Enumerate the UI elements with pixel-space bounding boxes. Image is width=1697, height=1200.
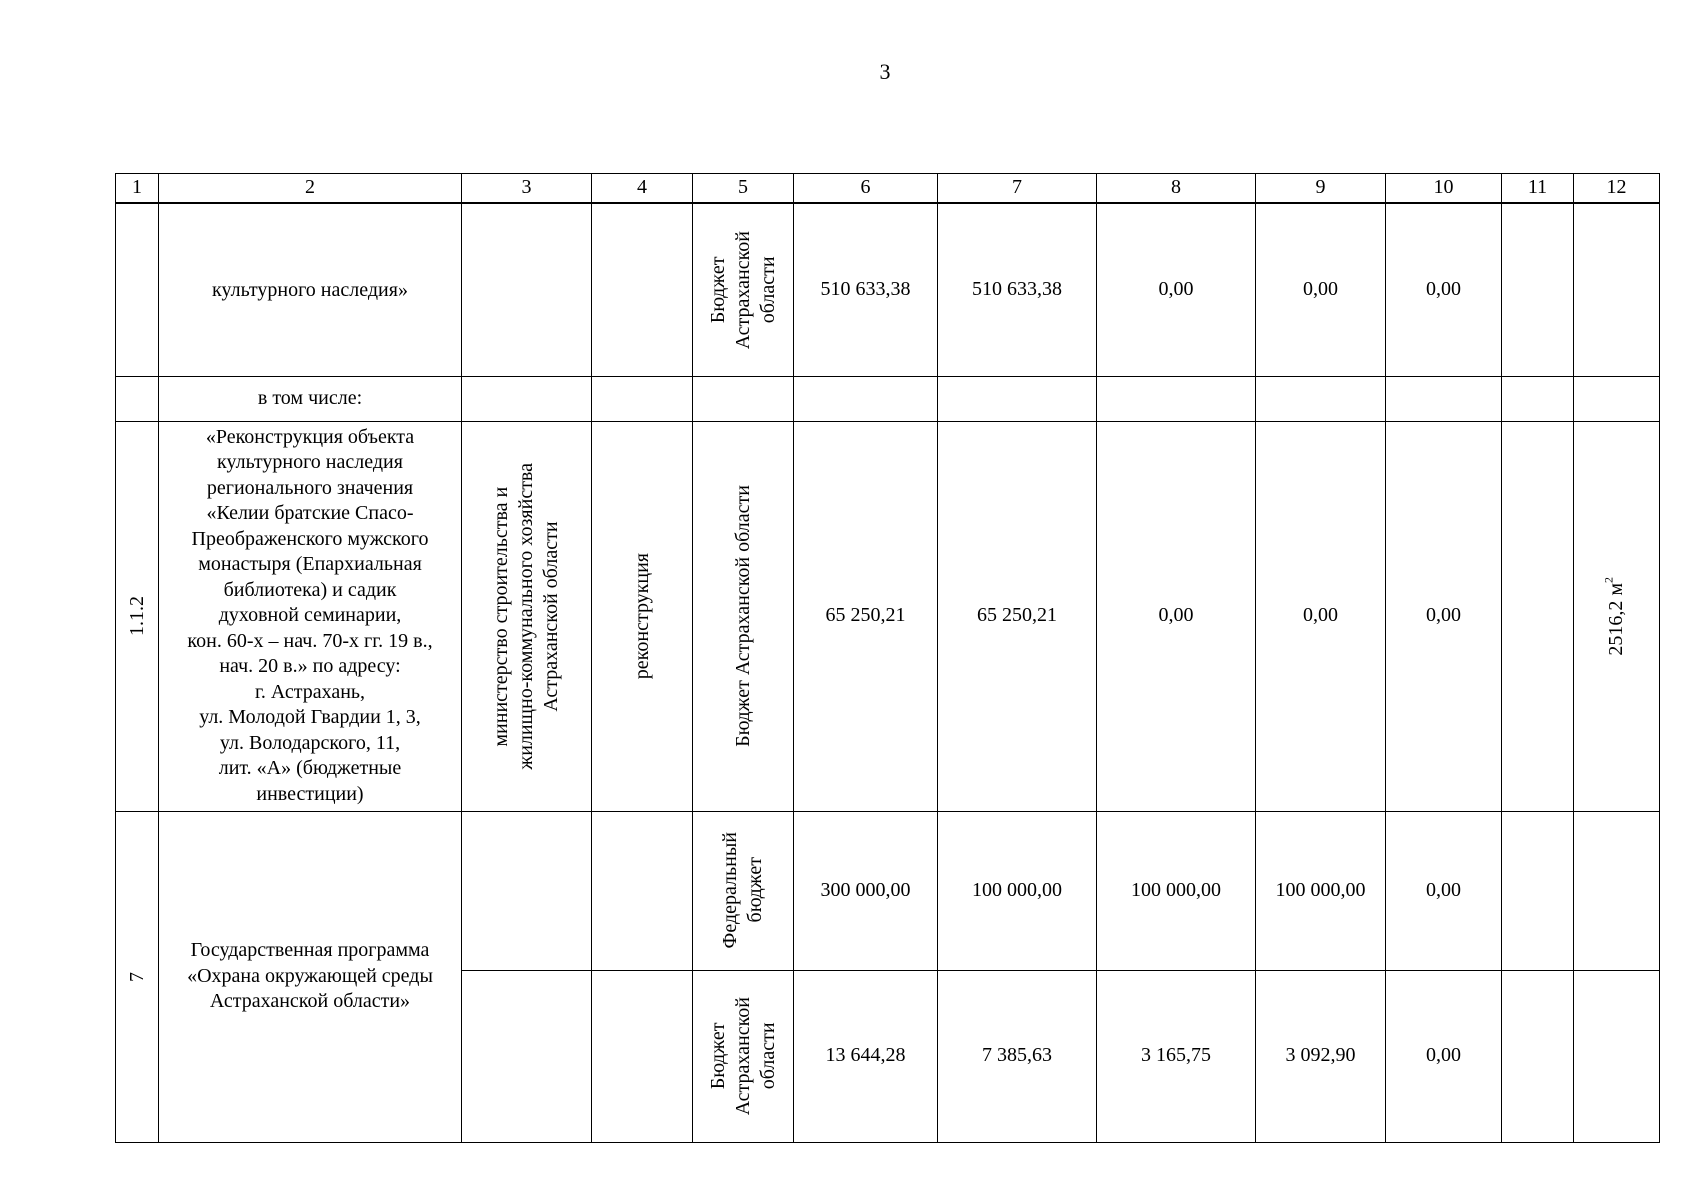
amount-cell: 3 092,90 xyxy=(1256,970,1386,1142)
executor: министерство строительства и жилищно-коммунального хозяйства Астраханской области xyxy=(462,421,592,811)
amount-cell: 0,00 xyxy=(1386,970,1502,1142)
amount-cell: 0,00 xyxy=(1097,203,1256,376)
table-row xyxy=(116,376,1660,421)
amount-cell: 100 000,00 xyxy=(938,811,1097,970)
amount-cell: 0,00 xyxy=(1386,421,1502,811)
row-number: 7 xyxy=(116,811,159,1142)
result-indicator: 2516,2 $м^2$ xyxy=(1574,421,1660,811)
column-number-row xyxy=(116,174,1660,204)
amount-cell: 100 000,00 xyxy=(1256,811,1386,970)
amount-cell: 3 165,75 xyxy=(1097,970,1256,1142)
amount-cell: 0,00 xyxy=(1386,203,1502,376)
amount-cell: 0,00 xyxy=(1097,421,1256,811)
column-number: 10 xyxy=(1386,174,1502,204)
amount-cell: 13 644,28 xyxy=(794,970,938,1142)
funding-source: Федеральный бюджет xyxy=(693,811,794,970)
column-number: 12 xyxy=(1574,174,1660,204)
column-number: 5 xyxy=(693,174,794,204)
measure-name: культурного наследия» xyxy=(159,203,462,376)
column-number: 11 xyxy=(1502,174,1574,204)
table-row xyxy=(116,203,1660,376)
funding-source: Бюджет Астраханской области xyxy=(693,970,794,1142)
budget-table xyxy=(115,173,1660,1143)
column-number: 9 xyxy=(1256,174,1386,204)
page-number: 3 xyxy=(879,59,891,84)
column-number: 7 xyxy=(938,174,1097,204)
funding-source: Бюджет Астраханской области xyxy=(693,421,794,811)
amount-cell: 100 000,00 xyxy=(1097,811,1256,970)
amount-cell: 65 250,21 xyxy=(794,421,938,811)
column-number: 1 xyxy=(116,174,159,204)
column-number: 3 xyxy=(462,174,592,204)
amount-cell: 65 250,21 xyxy=(938,421,1097,811)
measure-name: в том числе: xyxy=(159,376,462,421)
measure-name: Государственная программа «Охрана окружающей среды Астраханской области» xyxy=(159,811,462,1142)
table-row xyxy=(116,421,1660,811)
column-number: 2 xyxy=(159,174,462,204)
amount-cell: 0,00 xyxy=(1256,421,1386,811)
amount-cell: 510 633,38 xyxy=(794,203,938,376)
measure-name: «Реконструкция объекта культурного наследия регионального значения «Келии братские Спасо- Преображенского мужского монастыря (Епархиальная библиотека) и садик духовной семинарии, кон. 60-х – нач. 70-х гг. 19 в., нач. 20 в.» по адресу: г. Астрахань, ул. Молодой Гвардии 1, 3, ул. Володарского, 11, лит. «А» (бюджетные инвестиции) xyxy=(159,421,462,811)
work-type: реконструкция xyxy=(592,421,693,811)
column-number: 4 xyxy=(592,174,693,204)
column-number: 8 xyxy=(1097,174,1256,204)
amount-cell: 7 385,63 xyxy=(938,970,1097,1142)
row-number: 1.1.2 xyxy=(116,421,159,811)
amount-cell: 0,00 xyxy=(1386,811,1502,970)
table-row xyxy=(116,811,1660,970)
amount-cell: 0,00 xyxy=(1256,203,1386,376)
amount-cell: 300 000,00 xyxy=(794,811,938,970)
amount-cell: 510 633,38 xyxy=(938,203,1097,376)
column-number: 6 xyxy=(794,174,938,204)
funding-source: Бюджет Астраханской области xyxy=(693,203,794,376)
